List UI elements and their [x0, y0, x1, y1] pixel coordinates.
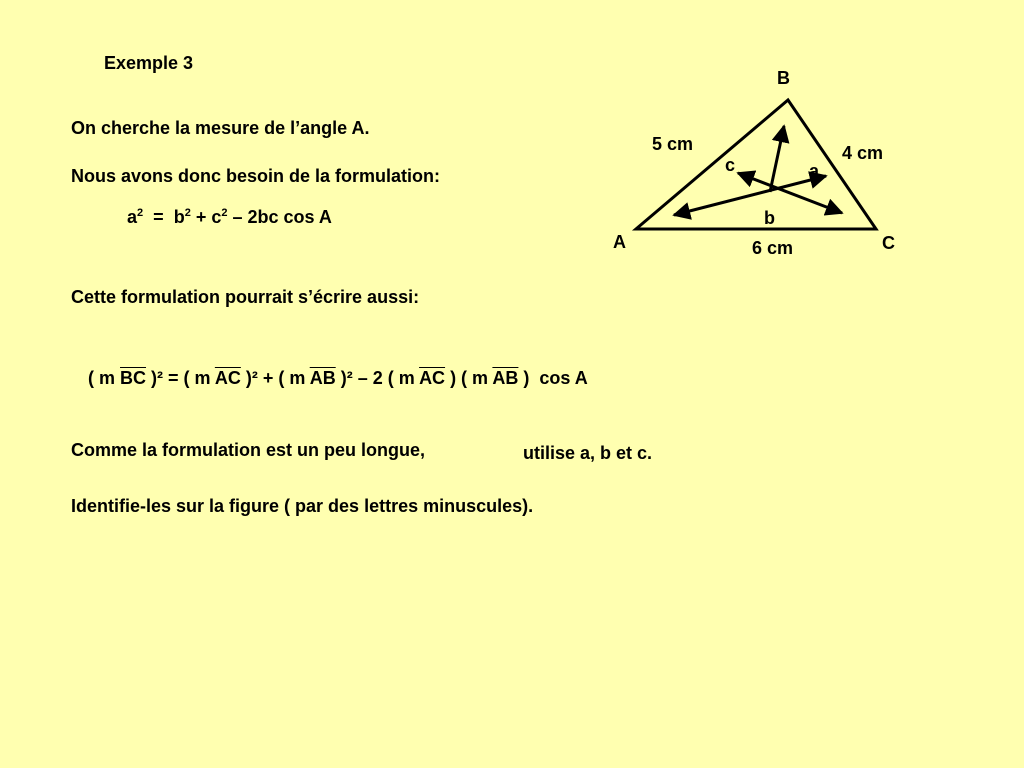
- formula-a: a: [127, 207, 138, 227]
- long-formula-part: ) ( m: [445, 368, 493, 388]
- label-a: a: [809, 161, 820, 181]
- arrow-c: [738, 173, 842, 213]
- text-line-1: On cherche la mesure de l’angle A.: [71, 118, 370, 138]
- long-formula: [88, 369, 588, 387]
- formula-b: b: [173, 207, 185, 227]
- side-ab-length: 5 cm: [652, 134, 694, 154]
- label-b: b: [764, 208, 775, 228]
- triangle-figure: [600, 60, 920, 270]
- vertex-b-label: B: [777, 68, 790, 88]
- long-formula-part: ) cos A: [518, 368, 588, 388]
- slide-title: Exemple 3: [104, 53, 194, 73]
- formula-c: c: [211, 207, 222, 227]
- segment-bc: $\overline{BC}$: [120, 368, 147, 388]
- long-formula-part: )² – 2 ( m: [335, 368, 420, 388]
- vertex-c-label: C: [882, 233, 895, 253]
- side-ac-length: 6 cm: [752, 238, 794, 258]
- arrow-a: [770, 126, 784, 192]
- formula-exp-3: 2: [221, 207, 228, 219]
- formula-plus: +: [195, 207, 207, 227]
- long-formula-part: )² + ( m: [240, 368, 310, 388]
- segment-ac: $\overline{AC}$: [214, 368, 241, 388]
- arrow-b: [674, 176, 826, 215]
- law-of-cosines-formula: [127, 208, 332, 226]
- segment-ab-2: $\overline{AB}$: [492, 368, 519, 388]
- triangle-abc: [636, 100, 876, 229]
- text-line-4b: utilise a, b et c.: [523, 443, 653, 463]
- segment-ac-2: $\overline{AC}$: [419, 368, 446, 388]
- side-bc-length: 4 cm: [842, 143, 884, 163]
- formula-eq: =: [153, 207, 164, 227]
- long-formula-part: )² = ( m: [146, 368, 215, 388]
- segment-ab: $\overline{AB}$: [309, 368, 336, 388]
- formula-exp-1: 2: [137, 207, 144, 219]
- vertex-a-label: A: [613, 232, 626, 252]
- label-c: c: [725, 155, 736, 175]
- text-line-3: Cette formulation pourrait s’écrire aussi:: [71, 287, 420, 307]
- text-line-4a: Comme la formulation est un peu longue,: [71, 440, 426, 460]
- text-line-5: Identifie-les sur la figure ( par des lettres minuscules).: [71, 496, 534, 516]
- text-line-2: Nous avons donc besoin de la formulation:: [71, 166, 441, 186]
- long-formula-part: ( m: [88, 368, 121, 388]
- formula-exp-2: 2: [184, 207, 191, 219]
- formula-rest: – 2bc cos A: [232, 207, 332, 227]
